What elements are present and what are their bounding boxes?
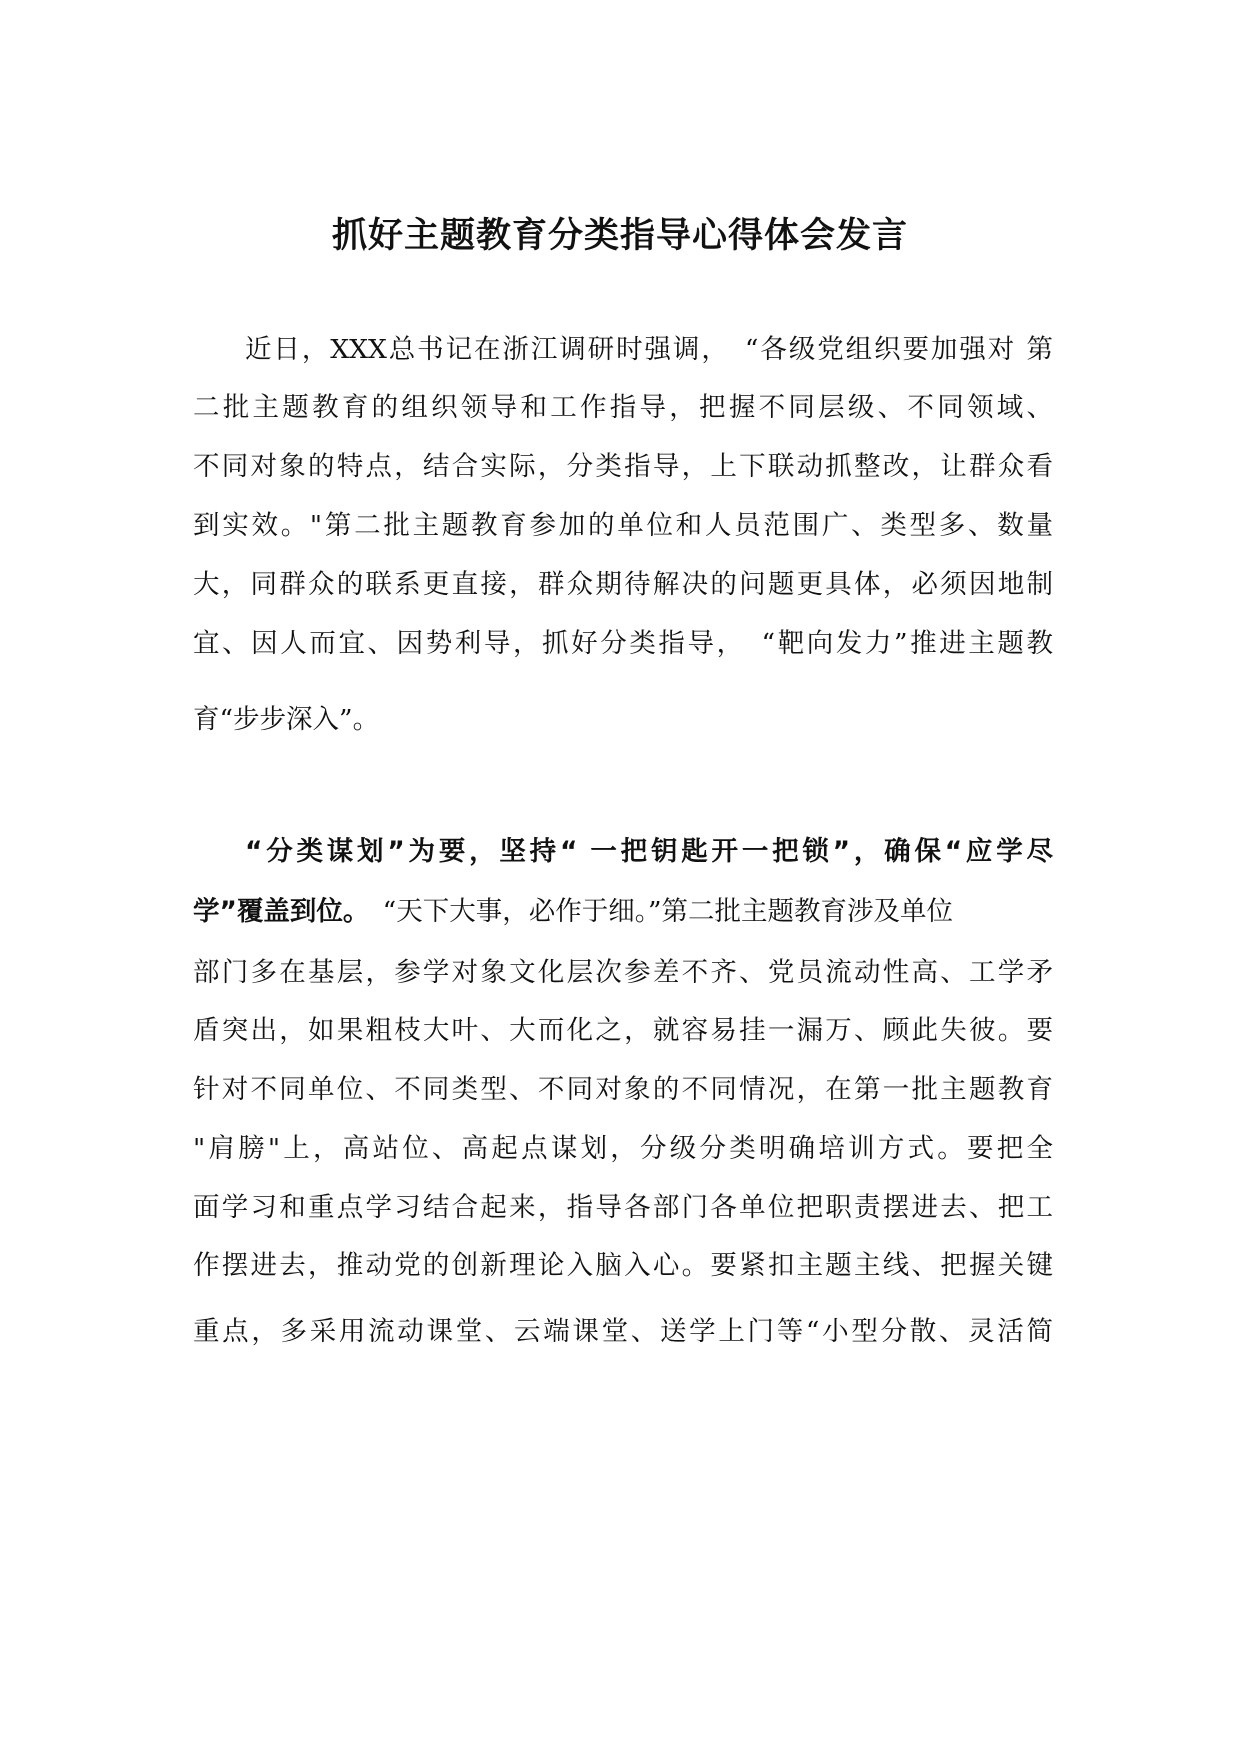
paragraph-line: 盾突出，如果粗枝大叶、大而化之，就容易挂一漏万、顾此失彼。要 bbox=[193, 1015, 1053, 1046]
document-title: 抓好主题教育分类指导心得体会发言 bbox=[331, 216, 908, 256]
paragraph-line: 育“步步深入”。 bbox=[193, 704, 380, 735]
paragraph-line: 到实效。"第二批主题教育参加的单位和人员范围广、类型多、数量 bbox=[193, 510, 1053, 541]
paragraph-line: 面学习和重点学习结合起来，指导各部门各单位把职责摆进去、把工 bbox=[193, 1192, 1053, 1223]
section-heading: “分类谋划”为要，坚持“ 一把钥匙开一把锁”，确保“应学尽 bbox=[245, 836, 1053, 867]
paragraph-line: 二批主题教育的组织领导和工作指导，把握不同层级、不同领域、 bbox=[193, 392, 1053, 423]
paragraph-line: 部门多在基层，参学对象文化层次参差不齐、党员流动性高、工学矛 bbox=[193, 957, 1053, 988]
paragraph-line: "肩膀"上，高站位、高起点谋划，分级分类明确培训方式。要把全 bbox=[193, 1133, 1053, 1164]
section-heading-end: 学”覆盖到位。 bbox=[193, 896, 357, 927]
paragraph-text: “天下大事，必作于细。”第二批主题教育涉及单位 bbox=[356, 896, 954, 927]
paragraph-line: 大，同群众的联系更直接，群众期待解决的问题更具体，必须因地制 bbox=[193, 569, 1053, 600]
paragraph-line: 近日，XXX总书记在浙江调研时强调， “各级党组织要加强对 第 bbox=[245, 334, 1053, 365]
paragraph-line: 不同对象的特点，结合实际，分类指导，上下联动抓整改，让群众看 bbox=[193, 451, 1053, 482]
paragraph-line: 针对不同单位、不同类型、不同对象的不同情况，在第一批主题教育 bbox=[193, 1074, 1053, 1105]
paragraph-line: 作摆进去，推动党的创新理论入脑入心。要紧扣主题主线、把握关键 bbox=[193, 1250, 1053, 1281]
paragraph-line: 宜、因人而宜、因势利导，抓好分类指导， “靶向发力”推进主题教 bbox=[193, 628, 1053, 659]
paragraph-line: 重点，多采用流动课堂、云端课堂、送学上门等“小型分散、灵活简 bbox=[193, 1316, 1053, 1347]
paragraph-line-mixed bbox=[193, 892, 1053, 932]
